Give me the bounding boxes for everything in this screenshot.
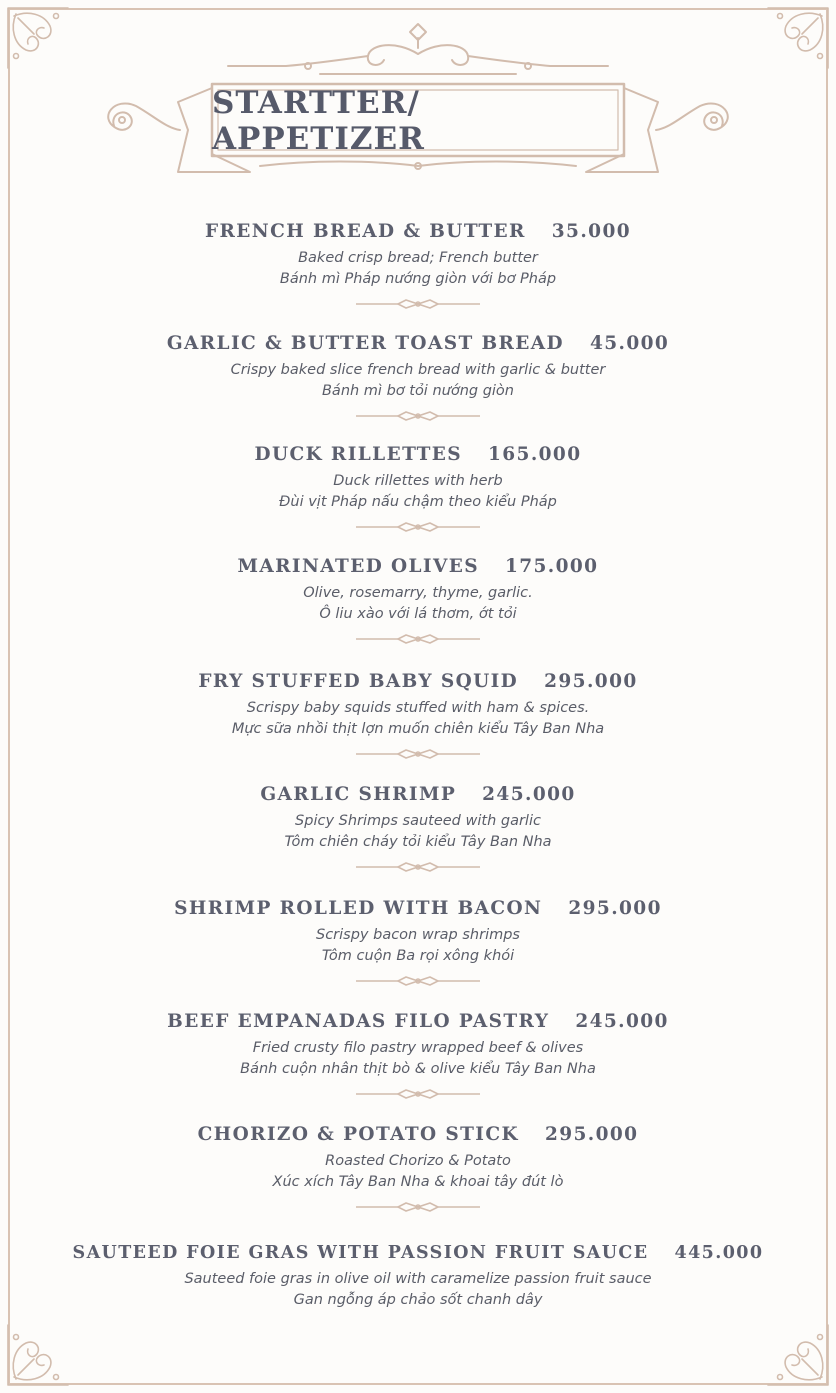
menu-item xyxy=(0,551,836,645)
corner-flourish-icon xyxy=(4,1321,72,1389)
menu-item xyxy=(0,779,836,873)
item-price: 245.000 xyxy=(482,784,576,805)
item-desc-vi: Bánh mì Pháp nướng giòn với bơ Pháp xyxy=(279,271,557,287)
item-price: 295.000 xyxy=(544,671,638,692)
menu-item xyxy=(0,1237,836,1311)
item-desc-vi: Ô liu xào với lá thơm, ớt tỏi xyxy=(319,606,517,622)
item-desc-vi: Xúc xích Tây Ban Nha & khoai tây đút lò xyxy=(272,1174,564,1190)
item-desc-vi: Bánh mì bơ tỏi nướng giòn xyxy=(321,383,514,399)
item-desc-en: Roasted Chorizo & Potato xyxy=(325,1153,511,1169)
item-price: 245.000 xyxy=(575,1011,669,1032)
item-desc-vi: Gan ngỗng áp chảo sốt chanh dây xyxy=(293,1292,543,1308)
item-desc-en: Crispy baked slice french bread with garlic & butter xyxy=(230,362,606,378)
item-desc-en: Sauteed foie gras in olive oil with caramelize passion fruit sauce xyxy=(184,1271,652,1287)
item-header xyxy=(0,551,836,583)
item-desc-vi: Mực sữa nhồi thịt lợn muốn chiên kiểu Tây Ban Nha xyxy=(231,721,605,737)
item-desc-en: Scrispy bacon wrap shrimps xyxy=(316,927,520,943)
divider-flourish-icon xyxy=(354,1088,482,1100)
divider-flourish-icon xyxy=(354,521,482,533)
item-header xyxy=(0,779,836,811)
item-name: GARLIC SHRIMP xyxy=(260,784,457,805)
item-desc-en: Olive, rosemarry, thyme, garlic. xyxy=(303,585,533,601)
item-header xyxy=(0,1006,836,1038)
item-price: 165.000 xyxy=(488,444,582,465)
corner-flourish-icon xyxy=(764,1321,832,1389)
item-name: CHORIZO & POTATO STICK xyxy=(197,1124,519,1145)
item-name: FRY STUFFED BABY SQUID xyxy=(198,671,519,692)
item-header xyxy=(0,439,836,471)
item-price: 35.000 xyxy=(551,221,631,242)
page-title: STARTTER/ APPETIZER xyxy=(212,85,425,157)
item-header xyxy=(0,666,836,698)
menu-item xyxy=(0,439,836,533)
menu-item xyxy=(0,666,836,760)
divider-flourish-icon xyxy=(354,633,482,645)
menu-item xyxy=(0,893,836,987)
item-desc-vi: Bánh cuộn nhân thịt bò & olive kiểu Tây Ban Nha xyxy=(240,1061,596,1077)
corner-flourish-icon xyxy=(764,4,832,72)
item-price: 295.000 xyxy=(568,898,662,919)
item-desc-vi: Tôm cuộn Ba rọi xông khói xyxy=(321,948,515,964)
item-price: 295.000 xyxy=(544,1124,639,1145)
item-header xyxy=(0,1119,836,1151)
divider-flourish-icon xyxy=(354,748,482,760)
item-header xyxy=(0,893,836,925)
divider-flourish-icon xyxy=(354,298,482,310)
item-name: MARINATED OLIVES xyxy=(237,556,479,577)
item-name: SAUTEED FOIE GRAS WITH PASSION FRUIT SAUCE xyxy=(72,1243,649,1263)
divider-flourish-icon xyxy=(354,861,482,873)
item-price: 175.000 xyxy=(504,556,599,577)
item-price: 45.000 xyxy=(589,333,670,354)
item-desc-en: Duck rillettes with herb xyxy=(333,473,503,489)
item-desc-en: Baked crisp bread; French butter xyxy=(298,250,538,266)
item-desc-vi: Đùi vịt Pháp nấu chậm theo kiểu Pháp xyxy=(279,494,557,510)
item-header xyxy=(0,1237,836,1269)
corner-flourish-icon xyxy=(4,4,72,72)
item-header xyxy=(0,328,836,360)
menu-item xyxy=(0,1006,836,1100)
divider-flourish-icon xyxy=(354,410,482,422)
item-name: BEEF EMPANADAS FILO PASTRY xyxy=(167,1011,550,1032)
item-name: DUCK RILLETTES xyxy=(254,444,462,465)
menu-item xyxy=(0,216,836,310)
item-name: FRENCH BREAD & BUTTER xyxy=(205,221,526,242)
item-name: SHRIMP ROLLED WITH BACON xyxy=(174,898,543,919)
item-desc-en: Spicy Shrimps sauteed with garlic xyxy=(295,813,541,829)
item-desc-en: Scrispy baby squids stuffed with ham & spices. xyxy=(246,700,590,716)
divider-flourish-icon xyxy=(354,975,482,987)
divider-flourish-icon xyxy=(354,1201,482,1213)
item-desc-en: Fried crusty filo pastry wrapped beef & olives xyxy=(252,1040,584,1056)
menu-item xyxy=(0,328,836,422)
item-name: GARLIC & BUTTER TOAST BREAD xyxy=(166,333,564,354)
item-price: 445.000 xyxy=(674,1243,764,1263)
item-header xyxy=(0,216,836,248)
item-desc-vi: Tôm chiên cháy tỏi kiểu Tây Ban Nha xyxy=(284,834,552,850)
menu-item xyxy=(0,1119,836,1213)
